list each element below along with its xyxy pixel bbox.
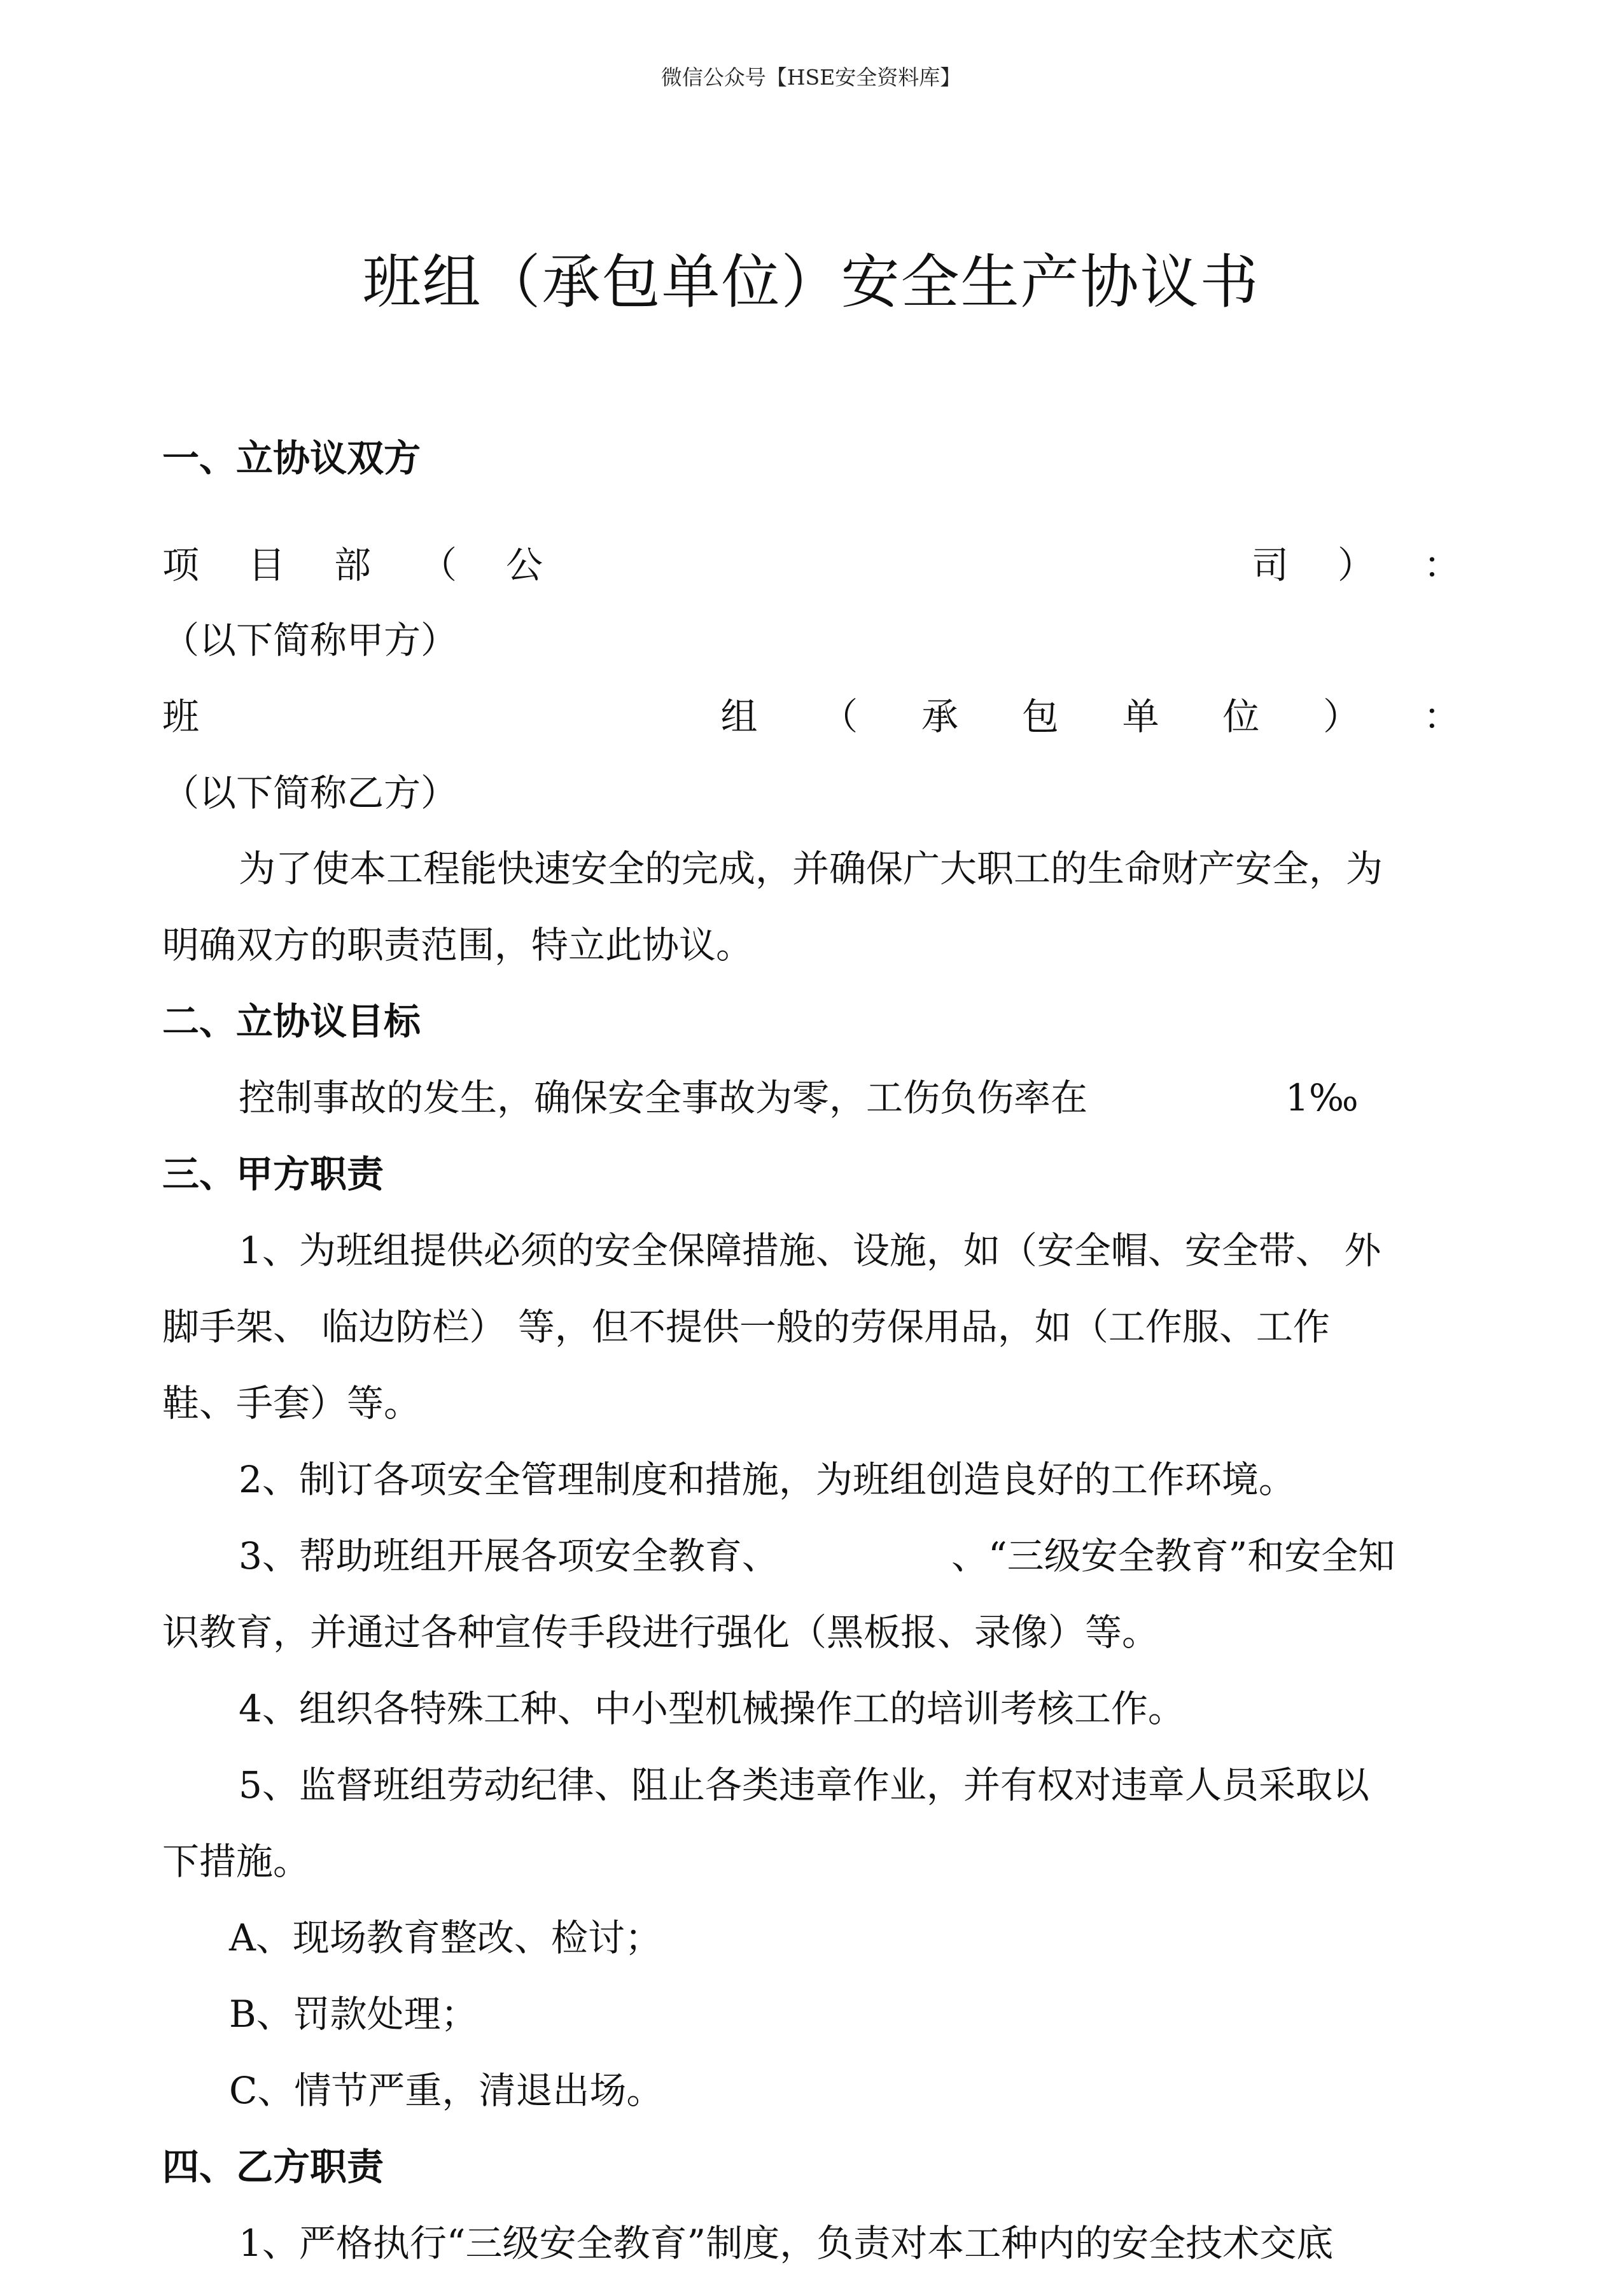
section3-item3-line2: 识教育，并通过各种宣传手段进行强化（黑板报、录像）等。	[162, 1611, 1159, 1654]
party-a-char: 目	[248, 543, 286, 587]
section3-item4: 4、组织各特殊工种、中小型机械操作工的培训考核工作。	[239, 1687, 1185, 1730]
party-a-char: 公	[506, 543, 543, 587]
party-b-char: 位	[1222, 695, 1260, 738]
section3-item1-line1: 1、为班组提供必须的安全保障措施、设施，如（安全帽、安全带、 外	[239, 1229, 1381, 1272]
party-b-blank	[263, 691, 657, 742]
party-a-char: 项	[162, 543, 200, 587]
party-b-char: ：	[1423, 695, 1460, 738]
party-a-note: （以下简称甲方）	[162, 619, 458, 662]
section2-heading: 二、立协议目标	[162, 1000, 421, 1043]
section4-heading: 四、乙方职责	[162, 2145, 384, 2188]
party-b-char: 承	[921, 695, 959, 738]
purpose-paragraph-line2: 明确双方的职责范围，特立此协议。	[162, 923, 753, 967]
section3-item1-line3: 鞋、手套）等。	[162, 1382, 421, 1425]
section3-item2: 2、制订各项安全管理制度和措施，为班组创造良好的工作环境。	[239, 1458, 1296, 1501]
party-a-char: 部	[334, 543, 372, 587]
party-a-line	[162, 540, 1460, 591]
party-a-char: 司	[1251, 543, 1289, 587]
party-a-char: ：	[1423, 543, 1460, 587]
party-a-char: （	[420, 543, 458, 587]
section3-heading: 三、甲方职责	[162, 1152, 384, 1196]
party-b-char: ）	[1323, 695, 1360, 738]
section3-item3-line1b: 、“三级安全教育”和安全知	[951, 1534, 1395, 1578]
party-b-char: 班	[162, 695, 200, 738]
party-b-line	[162, 691, 1460, 742]
party-b-char: 组	[720, 695, 758, 738]
document-title: 班组（承包单位）安全生产协议书	[362, 248, 1260, 316]
section3-sub-a: A、现场教育整改、检讨；	[229, 1916, 662, 1959]
target-value: 1‰	[1285, 1076, 1359, 1119]
section3-sub-c: C、情节严重，清退出场。	[229, 2069, 664, 2112]
section3-item1-line2: 脚手架、 临边防栏） 等，但不提供一般的劳保用品，如（工作服、工作	[162, 1305, 1330, 1348]
section4-item1-line1: 1、严格执行“三级安全教育”制度，负责对本工种内的安全技术交底	[239, 2222, 1334, 2265]
section3-item5-line2: 下措施。	[162, 1840, 311, 1883]
section1-heading: 一、立协议双方	[162, 437, 421, 480]
target-text: 控制事故的发生，确保安全事故为零，工伤负伤率在	[239, 1076, 1088, 1119]
party-b-char: 包	[1021, 695, 1059, 738]
party-b-note: （以下简称乙方）	[162, 771, 458, 815]
section3-item3-line1a: 3、帮助班组开展各项安全教育、	[239, 1534, 779, 1578]
party-b-char: （	[821, 695, 858, 738]
party-b-char: 单	[1122, 695, 1159, 738]
page-header: 微信公众号【HSE安全资料库】	[661, 65, 961, 90]
section3-sub-b: B、罚款处理；	[229, 1992, 478, 2036]
party-a-blank	[592, 540, 1203, 591]
party-a-char: ）	[1337, 543, 1374, 587]
purpose-paragraph-line1: 为了使本工程能快速安全的完成，并确保广大职工的生命财产安全，为	[239, 847, 1383, 890]
section3-item5-line1: 5、监督班组劳动纪律、阻止各类违章作业，并有权对违章人员采取以	[239, 1763, 1369, 1807]
